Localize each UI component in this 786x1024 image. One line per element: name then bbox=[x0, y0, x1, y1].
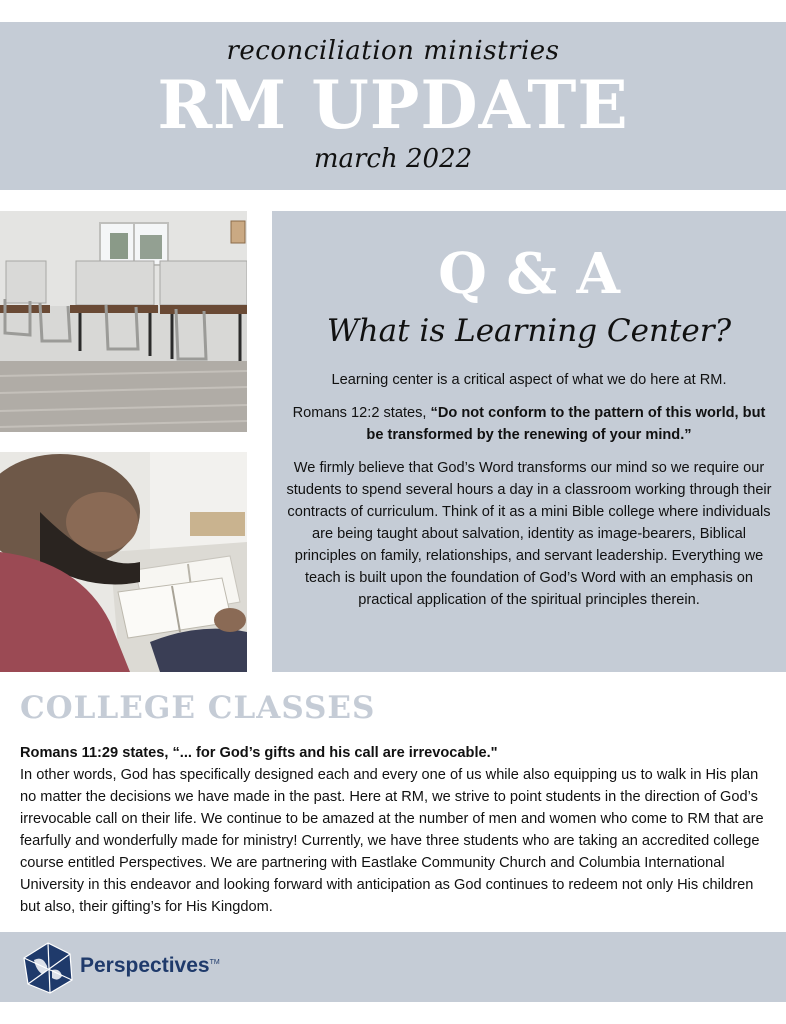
qa-explanation: We firmly believe that God’s Word transforms our mind so we require our students to spend several hours a day in a classroom working through their contracts of curriculum. Think of it as a mini Bible college where individuals are being taught about salvation, identity as image-bearers, Biblical principles on family, relationships, and servant leadership. Everything we teach is built upon the foundation of God’s Word with an emphasis on practical application of the spiritual principles therein. bbox=[286, 460, 772, 608]
perspectives-logo bbox=[80, 954, 220, 978]
issue-date: march 2022 bbox=[313, 144, 473, 174]
logo-wordmark: Perspectives bbox=[80, 954, 210, 977]
qa-verse bbox=[286, 402, 772, 446]
qa-body bbox=[286, 369, 772, 622]
qa-question: What is Learning Center? bbox=[326, 313, 732, 349]
college-classes-heading: COLLEGE CLASSES bbox=[20, 690, 376, 726]
college-classes-body bbox=[20, 742, 770, 918]
footer-band bbox=[0, 932, 786, 1002]
qa-verse-lead: Romans 12:2 states, bbox=[292, 405, 431, 421]
qa-title: Q & A bbox=[438, 241, 620, 307]
newsletter-title: RM UPDATE bbox=[157, 66, 629, 144]
globe-icon bbox=[20, 940, 76, 996]
classroom-photo bbox=[0, 211, 247, 432]
student-reading-photo bbox=[0, 452, 247, 672]
masthead bbox=[0, 22, 786, 190]
college-verse: Romans 11:29 states, “... for God’s gifts and his call are irrevocable." bbox=[20, 745, 498, 761]
qa-verse-quote: “Do not conform to the pattern of this world, but be transformed by the renewing of your mind.” bbox=[366, 405, 766, 443]
qa-intro: Learning center is a critical aspect of what we do here at RM. bbox=[331, 372, 727, 388]
qa-panel bbox=[272, 211, 786, 672]
logo-trademark: TM bbox=[209, 959, 220, 966]
ministry-name: reconciliation ministries bbox=[226, 36, 560, 66]
college-text: In other words, God has specifically designed each and every one of us while also equipping us to walk in His plan no matter the decisions we have made in the past. Here at RM, we strive to point students in the direction of God’s irrevocable call on their life. We continue to be amazed at the number of men and women who come to RM that are fearfully and wonderfully made for ministry! Currently, we have three students who are taking an accredited college course entitled Perspectives. We are partnering with Eastlake Community Church and Columbia International University in this endeavor and looking forward with anticipation as God continues to redeem not only His children but also, their gifting’s for His Kingdom. bbox=[20, 767, 764, 915]
